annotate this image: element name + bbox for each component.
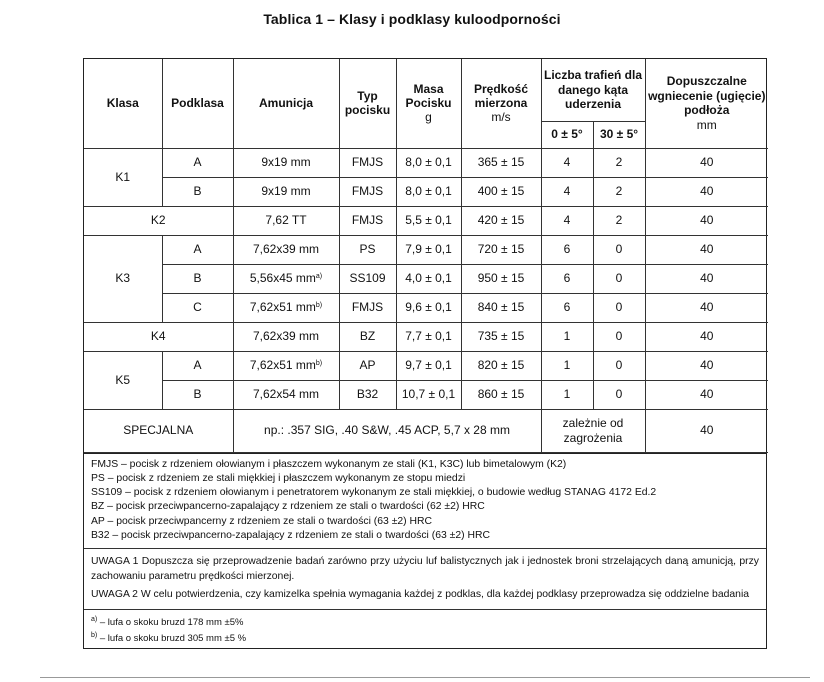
header-amunicja: Amunicja bbox=[233, 59, 339, 148]
footnote-a bbox=[91, 613, 759, 629]
hits-0-cell: 4 bbox=[541, 148, 593, 177]
footnote-mark: b) bbox=[91, 632, 98, 640]
podklasa-cell: B bbox=[162, 380, 233, 409]
predkosc-cell: 720 ± 15 bbox=[461, 235, 541, 264]
wgniecenie-cell: 40 bbox=[645, 206, 768, 235]
header-angle-0: 0 ± 5° bbox=[541, 121, 593, 148]
uwaga-1: UWAGA 1 Dopuszcza się przeprowadzenie badań zarówno przy użyciu luf balistycznych jak i jednostek broni strzelających daną amunicją, przy zachowaniu parametru prędkości mierzonej. bbox=[91, 556, 759, 582]
hits-0-cell: 1 bbox=[541, 380, 593, 409]
hits-0-cell: 1 bbox=[541, 351, 593, 380]
hits-30-cell: 0 bbox=[593, 235, 645, 264]
class-cell-k2: K2 bbox=[84, 206, 233, 235]
header-masa-label: Masa Pocisku bbox=[405, 81, 452, 111]
predkosc-cell: 400 ± 15 bbox=[461, 177, 541, 206]
footnote-text: – lufa o skoku bruzd 305 mm ±5 % bbox=[97, 633, 247, 645]
header-wgniecenie bbox=[645, 59, 768, 148]
podklasa-cell: A bbox=[162, 235, 233, 264]
uwaga-block bbox=[84, 549, 766, 610]
amunicja-cell bbox=[233, 148, 339, 177]
predkosc-cell: 860 ± 15 bbox=[461, 380, 541, 409]
masa-cell: 10,7 ± 0,1 bbox=[396, 380, 461, 409]
typ-cell: FMJS bbox=[339, 177, 396, 206]
amunicja-text: 7,62x39 mm bbox=[252, 242, 320, 257]
footnotes-block bbox=[84, 610, 766, 648]
typ-cell: B32 bbox=[339, 380, 396, 409]
amunicja-cell bbox=[233, 206, 339, 235]
hits-0-cell: 4 bbox=[541, 177, 593, 206]
table-row bbox=[84, 235, 768, 264]
predkosc-cell: 420 ± 15 bbox=[461, 206, 541, 235]
hits-0-cell: 1 bbox=[541, 322, 593, 351]
amunicja-cell bbox=[233, 264, 339, 293]
predkosc-cell: 950 ± 15 bbox=[461, 264, 541, 293]
masa-cell: 9,6 ± 0,1 bbox=[396, 293, 461, 322]
table-row bbox=[84, 264, 768, 293]
masa-cell: 8,0 ± 0,1 bbox=[396, 177, 461, 206]
table-row bbox=[84, 322, 768, 351]
footnote-b bbox=[91, 629, 759, 645]
hits-30-cell: 0 bbox=[593, 351, 645, 380]
masa-cell: 9,7 ± 0,1 bbox=[396, 351, 461, 380]
predkosc-cell: 820 ± 15 bbox=[461, 351, 541, 380]
page-bottom-divider bbox=[40, 677, 810, 678]
header-masa bbox=[396, 59, 461, 148]
masa-cell: 7,7 ± 0,1 bbox=[396, 322, 461, 351]
table-row bbox=[84, 380, 768, 409]
abbreviation-line: SS109 – pocisk z rdzeniem ołowianym i penetratorem wykonanym ze stali miękkiej, o budowie według STANAG 4172 Ed.2 bbox=[91, 487, 657, 499]
header-typ-pocisku bbox=[339, 59, 396, 148]
abbreviations-block bbox=[84, 454, 766, 550]
class-cell-k3: K3 bbox=[84, 235, 162, 322]
hits-30-cell: 0 bbox=[593, 293, 645, 322]
class-cell-specjalna: SPECJALNA bbox=[84, 409, 233, 452]
hits-30-cell: 2 bbox=[593, 177, 645, 206]
wgniecenie-cell: 40 bbox=[645, 293, 768, 322]
hits-30-cell: 0 bbox=[593, 264, 645, 293]
typ-cell: AP bbox=[339, 351, 396, 380]
special-hits-cell: zależnie od zagrożenia bbox=[541, 409, 645, 452]
wgniecenie-cell: 40 bbox=[645, 380, 768, 409]
amunicja-text: 9x19 mm bbox=[261, 184, 311, 199]
table-row bbox=[84, 148, 768, 177]
header-podklasa: Podklasa bbox=[162, 59, 233, 148]
header-wgniecenie-unit: mm bbox=[696, 117, 717, 132]
ballistic-classes-table bbox=[84, 59, 768, 453]
footnote-marker: a) bbox=[315, 273, 323, 281]
masa-cell: 7,9 ± 0,1 bbox=[396, 235, 461, 264]
header-masa-unit: g bbox=[425, 110, 432, 125]
amunicja-cell bbox=[233, 351, 339, 380]
predkosc-cell: 735 ± 15 bbox=[461, 322, 541, 351]
predkosc-cell: 365 ± 15 bbox=[461, 148, 541, 177]
amunicja-text: 9x19 mm bbox=[261, 155, 311, 170]
footnote-mark: a) bbox=[91, 616, 98, 624]
podklasa-cell: C bbox=[162, 293, 233, 322]
wgniecenie-cell: 40 bbox=[645, 264, 768, 293]
special-ammo-cell: np.: .357 SIG, .40 S&W, .45 ACP, 5,7 x 28 mm bbox=[233, 409, 541, 452]
abbreviation-line: PS – pocisk z rdzeniem ze stali miękkiej i płaszczem wykonanym ze stopu miedzi bbox=[91, 472, 466, 484]
podklasa-cell: A bbox=[162, 148, 233, 177]
header-wgniecenie-label: Dopuszczalne wgniecenie (ugięcie) podłoża bbox=[648, 74, 766, 118]
footnote-marker: b) bbox=[315, 360, 323, 368]
typ-cell: FMJS bbox=[339, 148, 396, 177]
ballistic-classes-table-frame bbox=[83, 58, 767, 649]
typ-cell: FMJS bbox=[339, 293, 396, 322]
masa-cell: 8,0 ± 0,1 bbox=[396, 148, 461, 177]
abbreviation-line: FMJS – pocisk z rdzeniem ołowianym i płaszczem wykonanym ze stali (K1, K3C) lub bimetalowym (K2) bbox=[91, 458, 567, 470]
header-predkosc bbox=[461, 59, 541, 148]
header-angle-30: 30 ± 5° bbox=[593, 121, 645, 148]
podklasa-cell: B bbox=[162, 264, 233, 293]
class-cell-k5: K5 bbox=[84, 351, 162, 409]
table-row bbox=[84, 177, 768, 206]
amunicja-text: 7,62x39 mm bbox=[252, 329, 320, 344]
amunicja-cell bbox=[233, 235, 339, 264]
abbreviation-line: B32 – pocisk przeciwpancerno-zapalający z rdzeniem ze stali o twardości (63 ±2) HRC bbox=[91, 529, 490, 541]
hits-0-cell: 6 bbox=[541, 293, 593, 322]
podklasa-cell: A bbox=[162, 351, 233, 380]
amunicja-text: 5,56x45 mm bbox=[249, 271, 316, 286]
hits-0-cell: 6 bbox=[541, 264, 593, 293]
amunicja-text: 7,62 TT bbox=[265, 213, 307, 228]
typ-cell: SS109 bbox=[339, 264, 396, 293]
table-row bbox=[84, 293, 768, 322]
amunicja-cell bbox=[233, 322, 339, 351]
class-cell-k4: K4 bbox=[84, 322, 233, 351]
abbreviation-line: BZ – pocisk przeciwpancerno-zapalający z rdzeniem ze stali o twardości (62 ±2) HRC bbox=[91, 501, 485, 513]
hits-0-cell: 6 bbox=[541, 235, 593, 264]
hits-30-cell: 0 bbox=[593, 380, 645, 409]
typ-cell: BZ bbox=[339, 322, 396, 351]
masa-cell: 5,5 ± 0,1 bbox=[396, 206, 461, 235]
masa-cell: 4,0 ± 0,1 bbox=[396, 264, 461, 293]
amunicja-text: 7,62x54 mm bbox=[252, 387, 320, 402]
table-title: Tablica 1 – Klasy i podklasy kuloodporności bbox=[263, 11, 561, 27]
notes-section bbox=[84, 453, 766, 649]
wgniecenie-cell: 40 bbox=[645, 148, 768, 177]
podklasa-cell: B bbox=[162, 177, 233, 206]
header-predkosc-label: Prędkość mierzona bbox=[473, 81, 529, 111]
table-row bbox=[84, 206, 768, 235]
hits-30-cell: 2 bbox=[593, 206, 645, 235]
footnote-marker: b) bbox=[315, 302, 323, 310]
wgniecenie-cell: 40 bbox=[645, 351, 768, 380]
typ-cell: PS bbox=[339, 235, 396, 264]
wgniecenie-cell: 40 bbox=[645, 409, 768, 452]
amunicja-cell bbox=[233, 177, 339, 206]
amunicja-text: 7,62x51 mm bbox=[249, 300, 316, 315]
uwaga-2: UWAGA 2 W celu potwierdzenia, czy kamizelka spełnia wymagania każdej z podklas, dla każdej podklasy przeprowadza się oddzielne badania bbox=[91, 588, 750, 600]
predkosc-cell: 840 ± 15 bbox=[461, 293, 541, 322]
table-row bbox=[84, 351, 768, 380]
amunicja-cell bbox=[233, 293, 339, 322]
typ-cell: FMJS bbox=[339, 206, 396, 235]
hits-0-cell: 4 bbox=[541, 206, 593, 235]
wgniecenie-cell: 40 bbox=[645, 322, 768, 351]
abbreviation-line: AP – pocisk przeciwpancerny z rdzeniem ze stali o twardości (63 ±2) HRC bbox=[91, 515, 433, 527]
wgniecenie-cell: 40 bbox=[645, 177, 768, 206]
amunicja-text: 7,62x51 mm bbox=[249, 358, 316, 373]
amunicja-cell bbox=[233, 380, 339, 409]
footnote-text: – lufa o skoku bruzd 178 mm ±5% bbox=[97, 617, 244, 629]
header-liczba-trafien: Liczba trafień dla danego kąta uderzenia bbox=[541, 59, 645, 121]
header-klasa: Klasa bbox=[84, 59, 162, 148]
hits-30-cell: 2 bbox=[593, 148, 645, 177]
hits-30-cell: 0 bbox=[593, 322, 645, 351]
header-typ-label: Typ pocisku bbox=[344, 88, 391, 118]
header-predkosc-unit: m/s bbox=[491, 110, 511, 125]
class-cell-k1: K1 bbox=[84, 148, 162, 206]
table-row-special bbox=[84, 409, 768, 452]
wgniecenie-cell: 40 bbox=[645, 235, 768, 264]
